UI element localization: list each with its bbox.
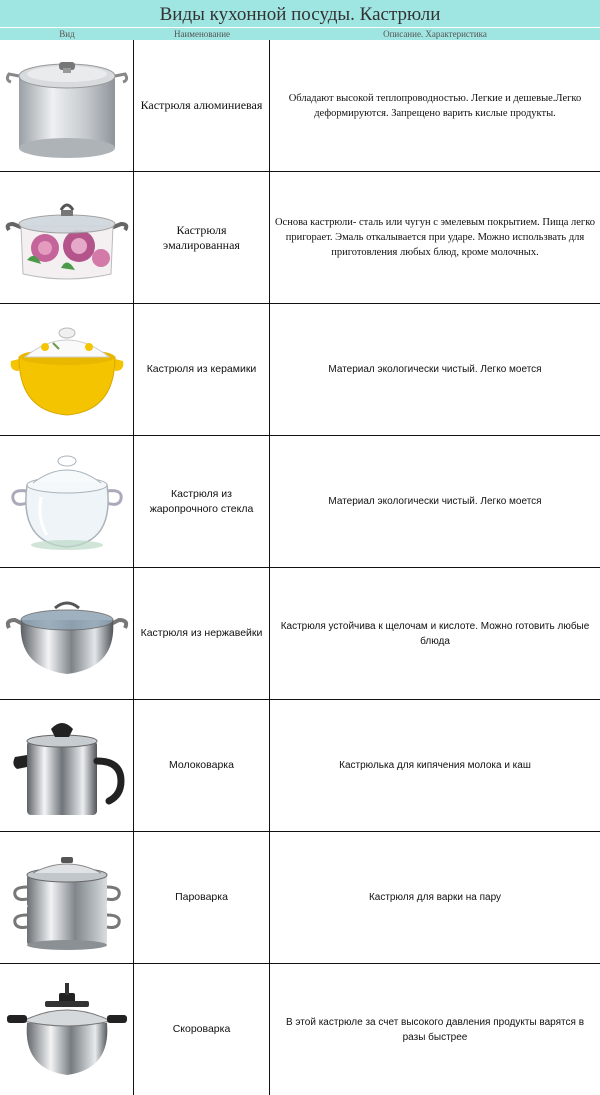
image-cell: [0, 700, 134, 831]
table-row: [0, 436, 600, 568]
aluminum-pot-icon: [5, 46, 129, 166]
pot-name: Кастрюля из нержавейки: [134, 568, 270, 699]
pot-description: Основа кастрюли- сталь или чугун с эмелевым покрытием. Пища легко пригорает. Эмаль откалывается при ударе. Можно использвать для приготовления любых блюд, кроме молочных.: [274, 217, 596, 258]
table-row: [0, 40, 600, 172]
pot-description: Кастрюлька для кипячения молока и каш: [339, 760, 531, 771]
pot-name: Скороварка: [134, 964, 270, 1095]
pot-description: В этой кастрюле за счет высокого давления продукты варятся в разы быстрее: [285, 1016, 585, 1043]
image-cell: [0, 304, 134, 435]
header-view: Вид: [59, 29, 75, 39]
pot-description: Кастрюля для варки на пару: [368, 892, 502, 903]
pot-name: Кастрюля алюминиевая: [134, 40, 270, 171]
image-cell: [0, 172, 134, 303]
pot-name: Кастрюля эмалированная: [134, 172, 270, 303]
table-row: [0, 832, 600, 964]
table-row: [0, 304, 600, 436]
image-cell: [0, 40, 134, 171]
glass-pot-icon: [5, 447, 129, 557]
pressure-cooker-icon: [5, 975, 129, 1085]
pot-name: Кастрюля из жаропрочного стекла: [134, 436, 270, 567]
table-row: [0, 700, 600, 832]
image-cell: [0, 832, 134, 963]
pot-description: Кастрюля устойчива к щелочам и кислоте. Можно готовить любые блюда: [280, 620, 590, 647]
pots-table: [0, 40, 600, 1095]
enamel-pot-icon: [5, 188, 129, 288]
table-row: [0, 964, 600, 1095]
table-header: [0, 27, 600, 40]
steamer-icon: [5, 843, 129, 953]
page-title: Виды кухонной посуды. Кастрюли: [0, 0, 600, 27]
pot-description: Материал экологически чистый. Легко моется: [328, 364, 542, 375]
image-cell: [0, 964, 134, 1095]
ceramic-pot-icon: [5, 315, 129, 425]
header-desc: Описание. Характеристика: [383, 29, 487, 39]
header-name: Наименование: [173, 29, 231, 39]
table-row: [0, 568, 600, 700]
steel-pot-icon: [5, 584, 129, 684]
table-row: [0, 172, 600, 304]
pot-name: Пароварка: [134, 832, 270, 963]
image-cell: [0, 568, 134, 699]
image-cell: [0, 436, 134, 567]
pot-description: Обладают высокой теплопроводностью. Легкие и дешевые.Легко деформируются. Запрещено варить кислые продукты.: [288, 92, 582, 119]
pot-name: Кастрюля из керамики: [134, 304, 270, 435]
milk-boiler-icon: [5, 711, 129, 821]
pot-name: Молоковарка: [134, 700, 270, 831]
pot-description: Материал экологически чистый. Легко моется: [328, 496, 542, 507]
